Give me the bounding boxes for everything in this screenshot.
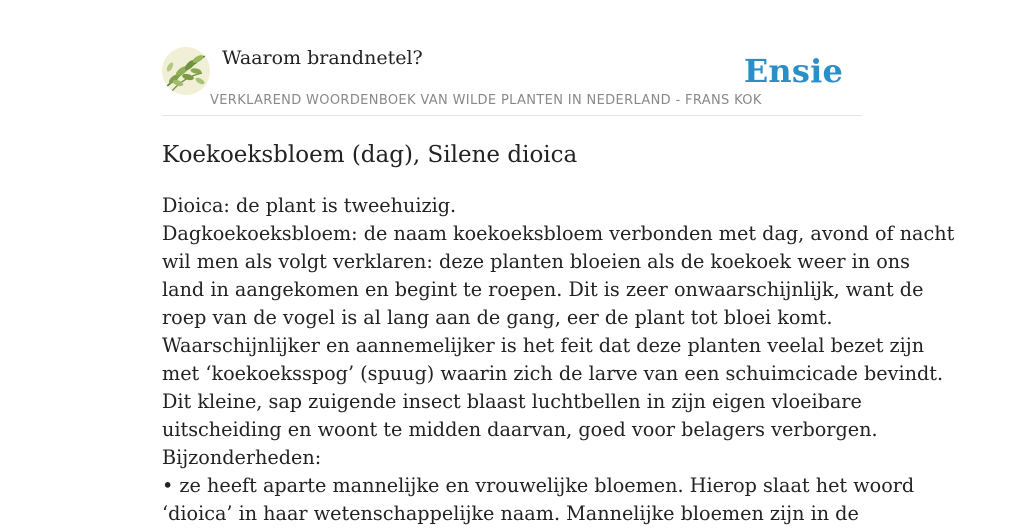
plant-illustration-avatar[interactable] (162, 47, 210, 95)
header-divider (162, 115, 862, 116)
body-line: uitscheiding en woont te midden daarvan, goed voor belagers verborgen. (162, 418, 878, 441)
body-line: land in aangekomen en begint te roepen. Dit is zeer onwaarschijnlijk, want de (162, 278, 924, 301)
body-line: • ze heeft aparte mannelijke en vrouwelijke bloemen. Hierop slaat het woord (162, 474, 915, 497)
body-line: Dagkoekoeksbloem: de naam koekoeksbloem verbonden met dag, avond of nacht (162, 222, 955, 245)
body-line: Dioica: de plant is tweehuizig. (162, 194, 457, 217)
body-line: roep van de vogel is al lang aan de gang, eer de plant tot bloei komt. (162, 306, 833, 329)
site-title[interactable]: Waarom brandnetel? (222, 47, 423, 69)
body-line: Waarschijnlijker en aannemelijker is het feit dat deze planten veelal bezet zijn (162, 334, 925, 357)
dictionary-subtitle[interactable]: VERKLAREND WOORDENBOEK VAN WILDE PLANTEN IN NEDERLAND - FRANS KOK (210, 93, 762, 108)
entry-body (162, 192, 955, 528)
brand-logo[interactable]: Ensie (743, 52, 843, 90)
body-line: met ‘koekoeksspog’ (spuug) waarin zich de larve van een schuimcicade bevindt. (162, 362, 944, 385)
body-line: Bijzonderheden: (162, 446, 322, 469)
body-line: wil men als volgt verklaren: deze planten bloeien als de koekoek weer in ons (162, 250, 910, 273)
body-line: ‘dioica’ in haar wetenschappelijke naam. Mannelijke bloemen zijn in de (162, 502, 859, 525)
body-line: Dit kleine, sap zuigende insect blaast luchtbellen in zijn eigen vloeibare (162, 390, 862, 413)
site-header (162, 44, 862, 116)
entry-title: Koekoeksbloem (dag), Silene dioica (162, 142, 578, 168)
